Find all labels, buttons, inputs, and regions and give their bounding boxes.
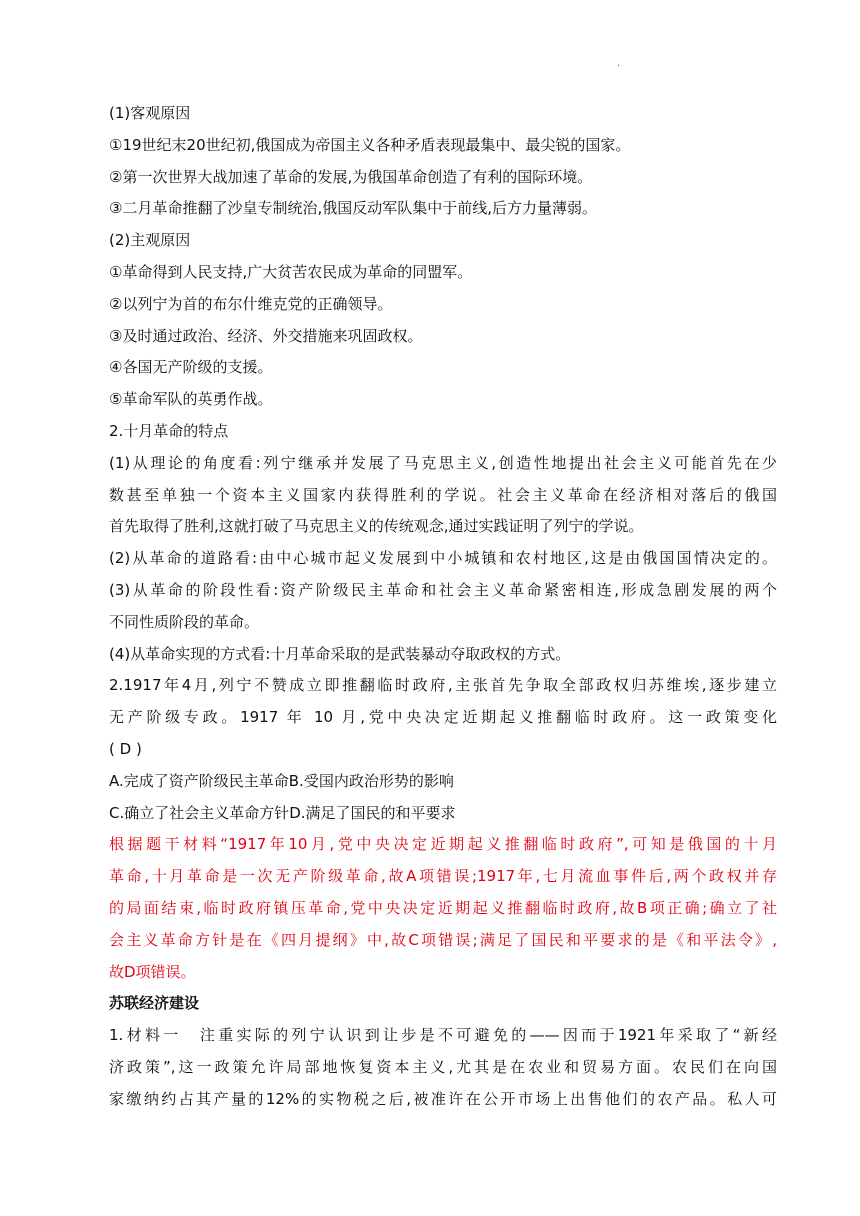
text-line: ①19世纪末20世纪初,俄国成为帝国主义各种矛盾表现最集中、最尖锐的国家。 (109, 135, 631, 154)
text-line: 2.十月革命的特点 (109, 421, 229, 440)
text-line: ②第一次世界大战加速了革命的发展,为俄国革命创造了有利的国际环境。 (109, 167, 593, 186)
text-line: 首先取得了胜利,这就打破了马克思主义的传统观念,通过实践证明了列宁的学说。 (109, 517, 644, 536)
text-line: 济政策”,这一政策允许局部地恢复资本主义,尤其是在农业和贸易方面。农民们在向国 (109, 1057, 777, 1076)
text-line: (4)从革命实现的方式看:十月革命采取的是武装暴动夺取政权的方式。 (109, 644, 571, 663)
text-line: 数甚至单独一个资本主义国家内获得胜利的学说。社会主义革命在经济相对落后的俄国 (109, 485, 777, 504)
text-line: 无产阶级专政。1917 年 10 月,党中央决定近期起义推翻临时政府。这一政策变化 (109, 708, 777, 727)
text-line: (3)从革命的阶段性看:资产阶级民主革命和社会主义革命紧密相连,形成急剧发展的两个 (109, 580, 777, 599)
text-line: ④各国无产阶级的支援。 (109, 358, 273, 377)
section-heading: 苏联经济建设 (109, 994, 200, 1013)
text-line: 2.1917年4月,列宁不赞成立即推翻临时政府,主张首先争取全部政权归苏维埃,逐步建立 (109, 676, 777, 695)
answer-explanation-line: 故D项错误。 (109, 962, 196, 981)
document-body (109, 98, 777, 1116)
answer-explanation-line: 的局面结束,临时政府镇压革命,党中央决定近期起义推翻临时政府,故B项正确;确立了社 (109, 898, 777, 917)
text-line: 1.材料一 注重实际的列宁认识到让步是不可避免的——因而于1921年采取了“新经 (109, 1026, 777, 1045)
text-line: (1)客观原因 (109, 104, 191, 122)
text-line: C.确立了社会主义革命方针D.满足了国民的和平要求 (109, 803, 456, 822)
text-line: ⑤革命军队的英勇作战。 (109, 390, 273, 409)
text-line: ②以列宁为首的布尔什维克党的正确领导。 (109, 294, 393, 313)
text-line: 不同性质阶段的革命。 (109, 612, 260, 631)
answer-explanation-line: 根据题干材料“1917年10月,党中央决定近期起义推翻临时政府”,可知是俄国的十月 (109, 835, 777, 854)
answer-explanation-line: 革命,十月革命是一次无产阶级革命,故A项错误;1917年,七月流血事件后,两个政权并存 (109, 867, 777, 886)
text-line: (1)从理论的角度看:列宁继承并发展了马克思主义,创造性地提出社会主义可能首先在少 (109, 453, 777, 472)
text-line: ( D ) (109, 739, 142, 758)
text-line: A.完成了资产阶级民主革命B.受国内政治形势的影响 (109, 771, 454, 790)
text-line: ①革命得到人民支持,广大贫苦农民成为革命的同盟军。 (109, 262, 473, 281)
text-line: (2)从革命的道路看:由中心城市起义发展到中小城镇和农村地区,这是由俄国国情决定的。 (109, 549, 777, 568)
text-line: ③二月革命推翻了沙皇专制统治,俄国反动军队集中于前线,后方力量薄弱。 (109, 199, 597, 218)
text-line: (2)主观原因 (109, 231, 191, 250)
text-line: ③及时通过政治、经济、外交措施来巩固政权。 (109, 326, 423, 345)
answer-explanation-line: 会主义革命方针是在《四月提纲》中,故C项错误;满足了国民和平要求的是《和平法令》, (109, 930, 777, 949)
text-line: 家缴纳约占其产量的12%的实物税之后,被准许在公开市场上出售他们的农产品。私人可 (109, 1089, 777, 1108)
header-dot: . (617, 58, 621, 69)
